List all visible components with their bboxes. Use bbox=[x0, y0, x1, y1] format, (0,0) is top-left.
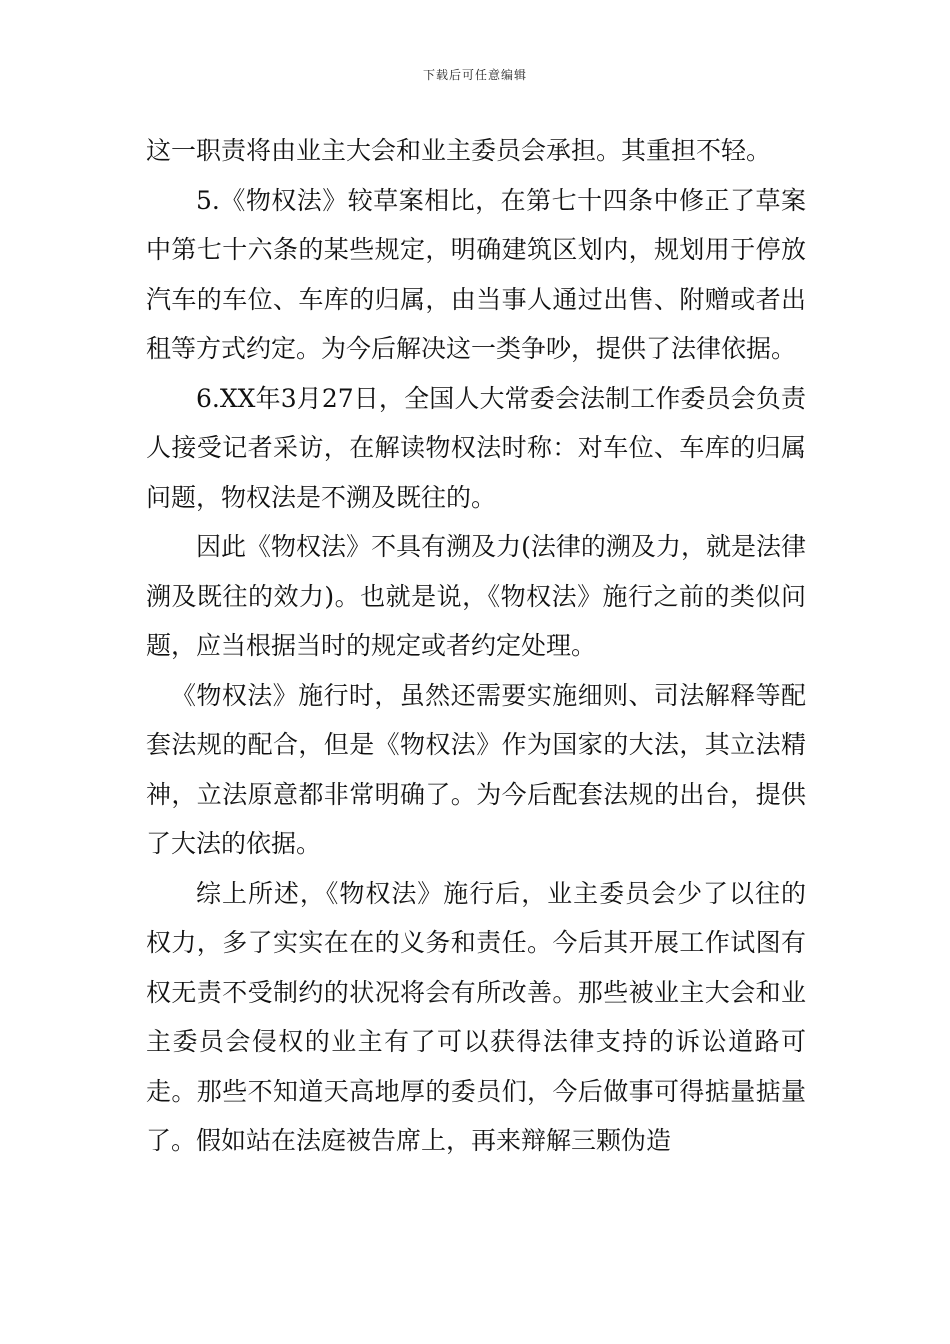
paragraph-3: 因此《物权法》不具有溯及力(法律的溯及力，就是法律溯及既往的效力)。也就是说，《物权法》施行之前的类似问题，应当根据当时的规定或者约定处理。 bbox=[146, 532, 806, 660]
document-body bbox=[146, 126, 806, 1166]
paragraph-2: 6.XX年3月27日，全国人大常委会法制工作委员会负责人接受记者采访，在解读物权法时称：对车位、车库的归属问题，物权法是不溯及既往的。 bbox=[146, 383, 806, 512]
paragraph-1: 5.《物权法》较草案相比，在第七十四条中修正了草案中第七十六条的某些规定，明确建筑区划内，规划用于停放汽车的车位、车库的归属，由当事人通过出售、附赠或者出租等方式约定。为今后解决这一类争吵，提供了法律依据。 bbox=[146, 185, 806, 363]
paragraph-0: 这一职责将由业主大会和业主委员会承担。其重担不轻。 bbox=[146, 136, 772, 165]
paragraph-4: 《物权法》施行时，虽然还需要实施细则、司法解释等配套法规的配合，但是《物权法》作为国家的大法，其立法精神，立法原意都非常明确了。为今后配套法规的出台，提供了大法的依据。 bbox=[146, 680, 806, 858]
header-note: 下载后可任意编辑 bbox=[422, 68, 527, 82]
paragraph-5: 综上所述，《物权法》施行后，业主委员会少了以往的权力，多了实实在在的义务和责任。今后其开展工作试图有权无责不受制约的状况将会有所改善。那些被业主大会和业主委员会侵权的业主有了可以获得法律支持的诉讼道路可走。那些不知道天高地厚的委员们，今后做事可得掂量掂量了。假如站在法庭被告席上，再来辩解三颗伪造 bbox=[146, 878, 806, 1155]
